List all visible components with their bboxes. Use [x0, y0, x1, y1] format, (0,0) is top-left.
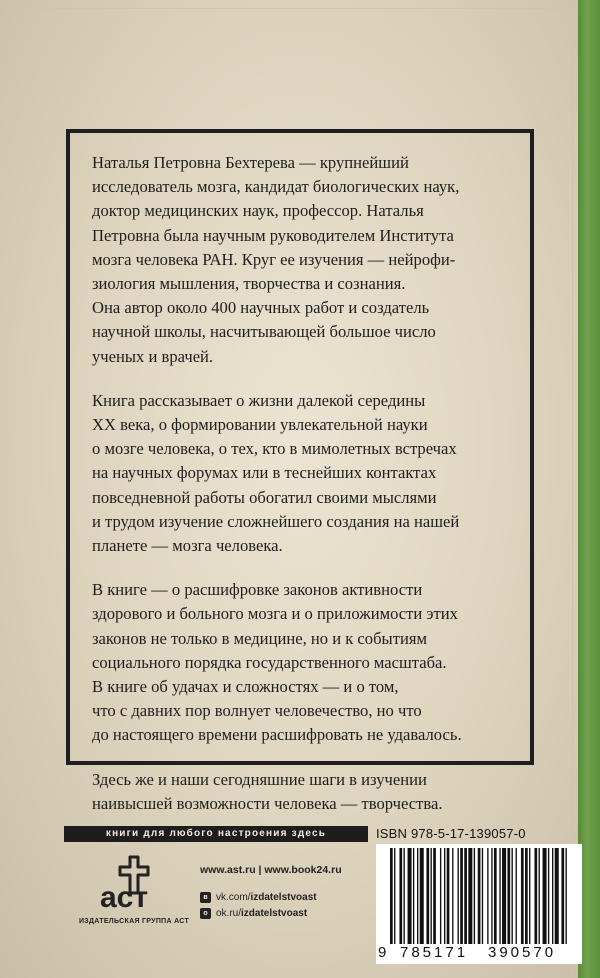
barcode-bar	[420, 848, 424, 944]
barcode-bar	[447, 848, 450, 944]
barcode-bar	[394, 848, 395, 944]
barcode-bar	[525, 848, 528, 944]
barcode-bar	[521, 848, 524, 944]
barcode-bar	[543, 848, 547, 944]
barcode-bar	[440, 848, 441, 944]
barcode-bar	[426, 848, 429, 944]
paragraph-creativity: Здесь же и наши сегодняшние шаги в изучении наивысшей возможности человека — творчества.	[92, 769, 443, 813]
barcode-bar	[499, 848, 500, 944]
publisher-name: ИЗДАТЕЛЬСКАЯ ГРУППА АСТ	[78, 918, 190, 925]
ok-link[interactable]	[200, 908, 307, 919]
vk-icon: в	[200, 892, 211, 903]
publisher-sites[interactable]: www.ast.ru | www.book24.ru	[200, 864, 342, 876]
barcode-bar	[552, 848, 553, 944]
barcode-bar	[474, 848, 475, 944]
barcode-bar	[478, 848, 481, 944]
barcode-bar	[399, 848, 402, 944]
barcode-bars	[390, 848, 568, 944]
annotation-text	[92, 151, 522, 836]
barcode-bar	[417, 848, 418, 944]
barcode-bar	[491, 848, 492, 944]
barcode-digits-left: 785171	[400, 944, 469, 961]
barcode-bar	[458, 848, 459, 944]
paragraph-content: В книге — о расшифровке законов активности здорового и больного мозга и о приложимости этих законов не только в медицине, но и к событиям социального порядка государственного масштаба. В книге об удачах и сложностях — и о том, что с давних пор волнует человечество, но что до настоящего времени расшифровать не удавалось.	[92, 580, 462, 745]
paragraph-book: Книга рассказывает о жизни далекой середины XX века, о формировании увлекательной науки о мозге человека, о тех, кто в мимолетных встречах на научных форумах или в теснейших контактах повседневной работы обогатил своими мыслями и трудом изучение сложнейшего создания на нашей планете — мозга человека.	[92, 390, 460, 556]
barcode-bar	[460, 848, 463, 944]
barcode-bar	[390, 848, 393, 944]
barcode-digits-right: 390570	[488, 944, 557, 961]
barcode-bar	[487, 848, 488, 944]
barcode-digit-first: 9	[378, 944, 390, 961]
ast-logo	[78, 853, 168, 917]
barcode	[376, 844, 582, 954]
ok-handle: izdatelstvoast	[241, 908, 308, 919]
barcode-bar	[502, 848, 506, 944]
vk-handle: izdatelstvoast	[250, 892, 317, 903]
barcode-bar	[548, 848, 549, 944]
isbn-label: ISBN 978-5-17-139057-0	[376, 826, 526, 841]
barcode-bar	[507, 848, 510, 944]
barcode-bar	[516, 848, 517, 944]
tagline-strip: книги для любого настроения здесь	[64, 826, 368, 842]
barcode-bar	[408, 848, 412, 944]
barcode-bar	[561, 848, 564, 944]
barcode-bar	[529, 848, 530, 944]
vk-link[interactable]	[200, 892, 317, 903]
barcode-bar	[555, 848, 559, 944]
ok-prefix: ok.ru/	[216, 908, 242, 919]
ok-icon: о	[200, 908, 211, 919]
barcode-digits	[376, 944, 582, 964]
logo-text: аст	[100, 881, 149, 914]
barcode-bar	[482, 848, 483, 944]
barcode-bar	[539, 848, 540, 944]
barcode-bar	[464, 848, 467, 944]
barcode-bar	[404, 848, 405, 944]
barcode-bar	[566, 848, 567, 944]
barcode-bar	[468, 848, 472, 944]
barcode-bar	[452, 848, 453, 944]
paragraph-author: Наталья Петровна Бехтерева — крупнейший исследователь мозга, кандидат биологических наук, доктор медицинских наук, профессор. Наталья Петровна была научным руководителем Института мозга человека РАН. Круг ее изучения — нейрофи- зиология мышления, творчества и сознания. Она автор около 400 научных работ и создатель научной школы, насчитывающей большое число ученых и врачей.	[92, 153, 460, 366]
barcode-bar	[431, 848, 432, 944]
barcode-bar	[444, 848, 445, 944]
barcode-bar	[433, 848, 436, 944]
barcode-bar	[512, 848, 513, 944]
barcode-bar	[494, 848, 497, 944]
barcode-bar	[534, 848, 537, 944]
vk-prefix: vk.com/	[216, 892, 251, 903]
barcode-bar	[413, 848, 414, 944]
